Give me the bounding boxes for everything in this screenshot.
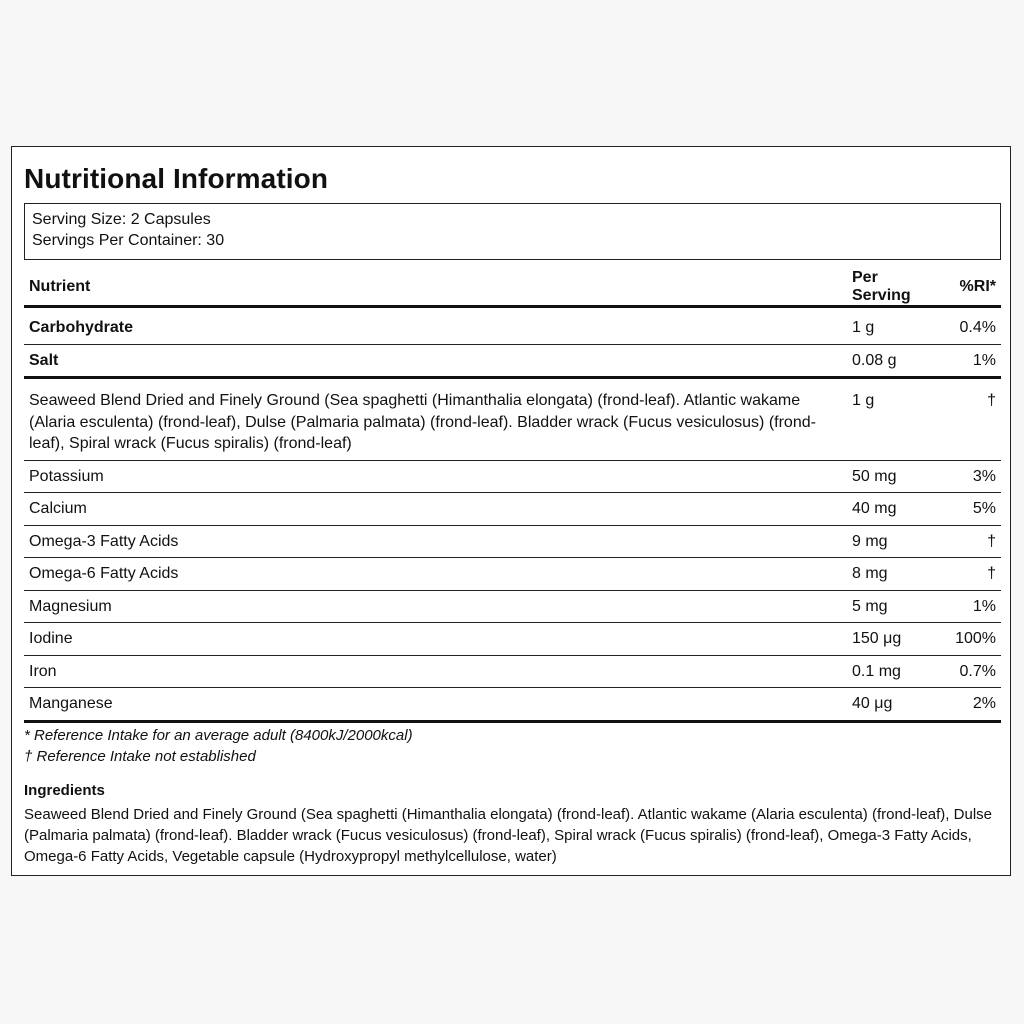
- nutrient-name: Calcium: [24, 493, 852, 526]
- table-row: [24, 460, 1001, 493]
- servings-per-container: Servings Per Container: 30: [32, 232, 225, 249]
- per-serving-value: 40 μg: [852, 688, 945, 722]
- table-row: [24, 688, 1001, 722]
- ri-value: †: [945, 525, 1001, 558]
- ri-value: 0.7%: [945, 655, 1001, 688]
- nutrient-name: Magnesium: [24, 590, 852, 623]
- nutrition-table: [24, 269, 1001, 723]
- table-row: [24, 307, 1001, 345]
- per-serving-value: 0.1 mg: [852, 655, 945, 688]
- table-row: [24, 590, 1001, 623]
- ingredients-heading: Ingredients: [24, 782, 105, 799]
- table-row: [24, 623, 1001, 656]
- per-serving-value: 5 mg: [852, 590, 945, 623]
- serving-info-box: [24, 203, 1001, 260]
- table-header-row: [24, 269, 1001, 307]
- table-row: [24, 558, 1001, 591]
- per-serving-value: 40 mg: [852, 493, 945, 526]
- footnotes: [24, 725, 413, 767]
- table-row: [24, 344, 1001, 378]
- per-serving-value: 8 mg: [852, 558, 945, 591]
- nutrient-name: Manganese: [24, 688, 852, 722]
- per-serving-value: 0.08 g: [852, 344, 945, 378]
- nutrient-name: Salt: [24, 344, 852, 378]
- nutrient-name: Potassium: [24, 460, 852, 493]
- per-serving-value: 1 g: [852, 378, 945, 461]
- per-serving-value: 50 mg: [852, 460, 945, 493]
- table-row: [24, 525, 1001, 558]
- nutrient-name: Iron: [24, 655, 852, 688]
- ri-value: 0.4%: [945, 307, 1001, 345]
- table-row: [24, 655, 1001, 688]
- table-row: [24, 378, 1001, 461]
- ri-value: 1%: [945, 590, 1001, 623]
- nutrient-name: Omega-3 Fatty Acids: [24, 525, 852, 558]
- serving-size: Serving Size: 2 Capsules: [32, 211, 211, 228]
- page-title: Nutritional Information: [24, 163, 329, 194]
- header-per-serving: Per Serving: [852, 269, 945, 307]
- nutrient-name: Iodine: [24, 623, 852, 656]
- ingredients-text: Seaweed Blend Dried and Finely Ground (Sea spaghetti (Himanthalia elongata) (frond-leaf). Atlantic wakame (Alaria esculenta) (frond-leaf), Dulse (Palmaria palmata) (frond-leaf). Bladder wrack (Fucus vesiculosus) (frond-leaf), Spiral wrack (Fucus spiralis) (frond-leaf), Omega-3 Fatty Acids, Omega-6 Fatty Acids, Vegetable capsule (Hydroxypropyl methylcellulose, water): [24, 806, 992, 865]
- ri-value: †: [945, 378, 1001, 461]
- per-serving-value: 9 mg: [852, 525, 945, 558]
- nutrition-panel: [11, 146, 1011, 876]
- ri-value: †: [945, 558, 1001, 591]
- nutrient-name: Omega-6 Fatty Acids: [24, 558, 852, 591]
- table-row: [24, 493, 1001, 526]
- ri-value: 3%: [945, 460, 1001, 493]
- ri-value: 5%: [945, 493, 1001, 526]
- header-ri: %RI*: [945, 269, 1001, 307]
- per-serving-value: 150 μg: [852, 623, 945, 656]
- footnote-ri: * Reference Intake for an average adult (8400kJ/2000kcal): [24, 727, 413, 744]
- header-nutrient: Nutrient: [24, 269, 852, 307]
- ri-value: 1%: [945, 344, 1001, 378]
- ri-value: 100%: [945, 623, 1001, 656]
- ri-value: 2%: [945, 688, 1001, 722]
- nutrient-name: Carbohydrate: [24, 307, 852, 345]
- nutrient-name: Seaweed Blend Dried and Finely Ground (Sea spaghetti (Himanthalia elongata) (frond-leaf). Atlantic wakame (Alaria esculenta) (frond-leaf), Dulse (Palmaria palmata) (frond-leaf). Bladder wrack (Fucus vesiculosus) (frond-leaf), Spiral wrack (Fucus spiralis) (frond-leaf): [24, 378, 852, 461]
- per-serving-value: 1 g: [852, 307, 945, 345]
- footnote-dagger: † Reference Intake not established: [24, 748, 256, 765]
